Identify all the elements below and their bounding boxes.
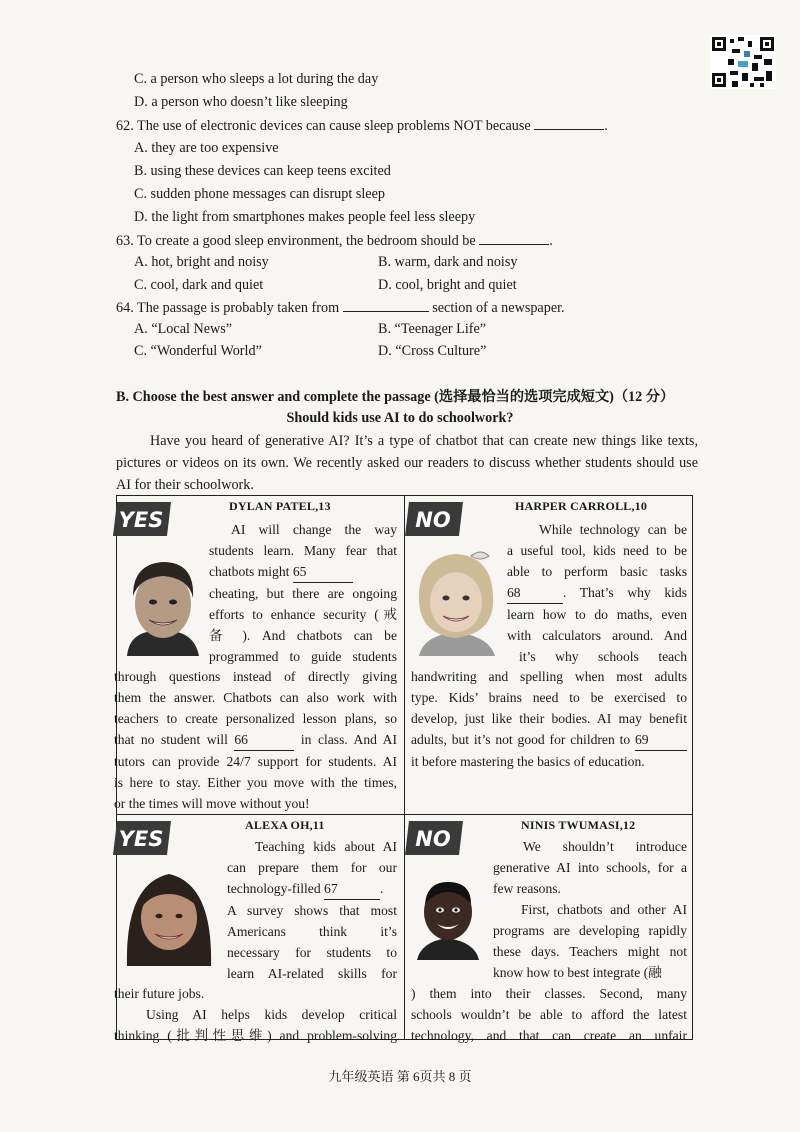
option-line: C. “Wonderful World”	[134, 343, 262, 359]
text-line: develop, just like their bodies. AI may benefit	[411, 711, 687, 726]
option-line: D. the light from smartphones makes people feel less sleepy	[134, 209, 476, 225]
opinion-text	[507, 519, 687, 667]
divider	[117, 814, 692, 815]
question-62-stem: 62. The use of electronic devices can cause sleep problems NOT because	[116, 118, 531, 134]
question-64-stem: 64. The passage is probably taken from	[116, 300, 340, 316]
divider	[404, 496, 405, 1039]
text-line: that no student will 66 in class. And AI	[114, 729, 397, 751]
blank-68: 68	[507, 582, 563, 604]
question-64	[116, 299, 565, 317]
text-line: them the answer. Chatbots can also work with	[114, 690, 397, 705]
text-line: students learn. Many fear that	[209, 543, 397, 558]
intro-line: AI for their schoolwork.	[116, 477, 254, 493]
opinion-text	[411, 666, 687, 772]
answer-blank	[343, 299, 429, 312]
text-line: a useful tool, kids need to be	[507, 543, 687, 558]
question-64-end: section of a newspaper.	[432, 300, 565, 316]
student-name: NINIS TWUMASI,12	[521, 818, 636, 832]
no-badge-icon	[405, 500, 465, 538]
text-line: few reasons.	[493, 881, 561, 896]
question-63-stem: 63. To create a good sleep environment, the bedroom should be	[116, 233, 476, 249]
text-line: adults, but it’s not good for children to 69	[411, 729, 687, 751]
text-line: able to perform basic tasks	[507, 564, 687, 579]
text-line: technology, and that can create an unfair	[411, 1028, 687, 1043]
text-line: cheating, but there are ongoing	[209, 586, 397, 601]
text-line: AI will change the way	[231, 522, 397, 537]
text-line: or the times will move without you!	[114, 796, 310, 811]
text-line: is here to stay. Either you move with the times,	[114, 775, 397, 790]
option-line: D. a person who doesn’t like sleeping	[134, 94, 348, 110]
student-photo	[121, 864, 217, 968]
option-line: D. cool, bright and quiet	[378, 277, 517, 293]
intro-line: pictures or videos on its own. We recently asked our readers to discuss whether students should use	[116, 455, 698, 471]
page-footer: 九年级英语 第 6页共 8 页	[328, 1069, 472, 1084]
option-line: C. cool, dark and quiet	[134, 277, 264, 293]
blank-67: 67	[324, 878, 380, 900]
option-line: B. “Teenager Life”	[378, 321, 487, 337]
qr-code-icon	[710, 35, 776, 89]
option-line: B. warm, dark and noisy	[378, 254, 518, 270]
question-62	[116, 117, 608, 135]
svg-text:NO: NO	[415, 827, 451, 851]
text-line: programs are developing rapidly	[493, 923, 687, 938]
option-line: B. using these devices can keep teens excited	[134, 163, 391, 179]
text-line: can prepare them for our	[227, 860, 397, 875]
option-line: C. a person who sleeps a lot during the day	[134, 71, 379, 87]
svg-text:NO: NO	[415, 508, 451, 532]
opinion-grid	[114, 495, 693, 1043]
text-line: generative AI into schools, for a	[493, 860, 687, 875]
text-line: programmed to guide students	[209, 649, 397, 664]
student-name: DYLAN PATEL,13	[229, 499, 331, 513]
blank-65: 65	[293, 561, 353, 583]
text-line: it’s why schools teach	[519, 649, 687, 664]
text-line: teachers to create personalized lesson plans, so	[114, 711, 397, 726]
text-line: it before mastering the basics of education.	[411, 754, 645, 769]
text-line: First, chatbots and other AI	[521, 902, 687, 917]
text-line: tutors can provide 24/7 support for students. AI	[114, 754, 397, 769]
opinion-text	[227, 836, 397, 984]
passage-intro	[116, 430, 698, 496]
option-line: A. they are too expensive	[134, 140, 279, 156]
text-line: know how to best integrate (融	[493, 965, 662, 980]
text-line: type. Kids’ brains need to be exercised to	[411, 690, 687, 705]
text-line: efforts to enhance security (戒	[209, 607, 397, 622]
section-heading: B. Choose the best answer and complete the passage (选择最恰当的选项完成短文)（12 分）	[116, 389, 675, 405]
svg-text:YES: YES	[118, 827, 164, 851]
blank-66: 66	[234, 729, 294, 751]
text-line: Americans think it’s	[227, 924, 397, 939]
text-line: their future jobs.	[114, 986, 205, 1001]
option-line: D. “Cross Culture”	[378, 343, 487, 359]
svg-text:YES: YES	[118, 508, 164, 532]
no-badge-icon	[405, 819, 465, 857]
text-line: chatbots might 65	[209, 561, 397, 583]
student-photo	[409, 542, 503, 658]
text-line: necessary for students to	[227, 945, 397, 960]
intro-line: Have you heard of generative AI? It’s a type of chatbot that can create new things like texts,	[150, 433, 698, 449]
text-line: ) them into their classes. Second, many	[411, 986, 687, 1001]
answer-blank	[534, 117, 604, 130]
text-line: these days. Teachers might not	[493, 944, 687, 959]
student-photo	[413, 872, 483, 962]
yes-badge-icon	[113, 819, 173, 857]
text-line: 68 . That’s why kids	[507, 582, 687, 604]
text-line: thinking (批判性思维) and problem-solving	[114, 1028, 397, 1043]
text-line: with calculators around. And	[507, 628, 687, 643]
option-line: A. hot, bright and noisy	[134, 254, 269, 270]
text-line: technology-filled 67 .	[227, 878, 397, 900]
question-63	[116, 232, 553, 250]
text-line: learn AI-related skills for	[227, 966, 397, 981]
text-line: A survey shows that most	[227, 903, 397, 918]
option-line: C. sudden phone messages can disrupt sleep	[134, 186, 385, 202]
question-63-end: .	[549, 233, 553, 249]
question-62-end: .	[604, 118, 608, 134]
opinion-text	[114, 983, 397, 1046]
passage-title: Should kids use AI to do schoolwork?	[286, 410, 514, 426]
opinion-text	[209, 519, 397, 667]
text-line: learn how to do maths, even	[507, 607, 687, 622]
answer-blank	[479, 232, 549, 245]
text-line: We shouldn’t introduce	[523, 839, 687, 854]
student-name: HARPER CARROLL,10	[515, 499, 648, 513]
blank-69: 69	[635, 729, 687, 751]
text-line: schools wouldn’t be able to afford the latest	[411, 1007, 687, 1022]
opinion-text	[114, 666, 397, 814]
option-line: A. “Local News”	[134, 321, 233, 337]
yes-badge-icon	[113, 500, 173, 538]
student-name: ALEXA OH,11	[245, 818, 325, 832]
opinion-text	[411, 983, 687, 1046]
text-line: Teaching kids about AI	[255, 839, 397, 854]
student-photo	[119, 552, 205, 658]
text-line: through questions instead of directly giving	[114, 669, 397, 684]
opinion-text	[493, 836, 687, 983]
text-line: handwriting and spelling when most adults	[411, 669, 687, 684]
text-line: Using AI helps kids develop critical	[146, 1007, 397, 1022]
text-line: While technology can be	[539, 522, 687, 537]
text-line: 备 ). And chatbots can be	[209, 628, 397, 643]
